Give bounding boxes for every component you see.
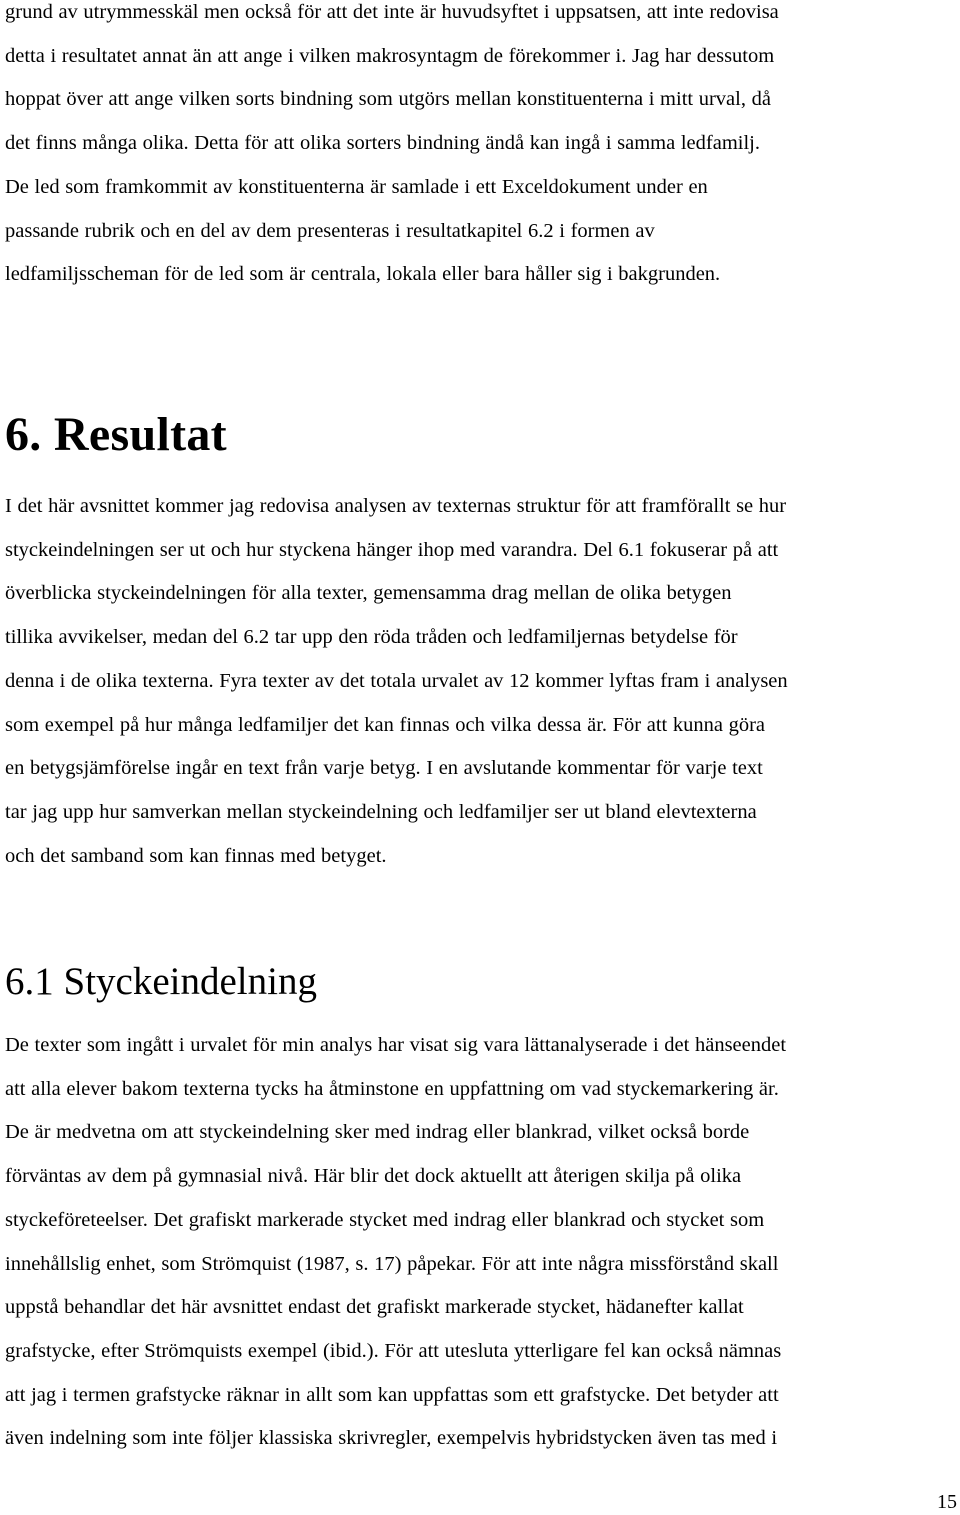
- text-line: uppstå behandlar det här avsnittet endast det grafiskt markerade stycket, hädanefter kallat: [5, 1296, 744, 1319]
- text-line: De led som framkommit av konstituenterna är samlade i ett Exceldokument under en: [5, 175, 708, 198]
- text-line: styckeföreteelser. Det grafiskt markerade stycket med indrag eller blankrad och stycket som: [5, 1208, 765, 1231]
- text-line: även indelning som inte följer klassiska skrivregler, exempelvis hybridstycken även tas med i: [5, 1427, 778, 1450]
- text-line: hoppat över att ange vilken sorts bindning som utgörs mellan konstituenterna i mitt urval, då: [5, 88, 771, 111]
- text-line: styckeindelningen ser ut och hur styckena hänger ihop med varandra. Del 6.1 fokuserar på att: [5, 538, 779, 561]
- text-line: att alla elever bakom texterna tycks ha åtminstone en uppfattning om vad styckemarkering är.: [5, 1077, 779, 1100]
- text-line: och det samband som kan finnas med betyget.: [5, 844, 387, 867]
- heading-resultat: 6. Resultat: [5, 408, 227, 461]
- text-line: förväntas av dem på gymnasial nivå. Här blir det dock aktuellt att återigen skilja på olika: [5, 1165, 742, 1188]
- text-line: som exempel på hur många ledfamiljer det kan finnas och vilka dessa är. För att kunna göra: [5, 713, 766, 736]
- paragraph-styckeindelning: [5, 1024, 786, 1461]
- text-line: grafstycke, efter Strömquists exempel (ibid.). För att utesluta ytterligare fel kan också nämnas: [5, 1339, 782, 1362]
- text-line: grund av utrymmesskäl men också för att det inte är huvudsyftet i uppsatsen, att inte redovisa: [5, 1, 779, 23]
- text-line: ledfamiljsscheman för de led som är centrala, lokala eller bara håller sig i bakgrunden.: [5, 263, 721, 286]
- text-line: tillika avvikelser, medan del 6.2 tar upp den röda tråden och ledfamiljernas betydelse för: [5, 626, 738, 649]
- text-line: en betygsjämförelse ingår en text från varje betyg. I en avslutande kommentar för varje text: [5, 757, 763, 780]
- text-line: De är medvetna om att styckeindelning sker med indrag eller blankrad, vilket också borde: [5, 1121, 750, 1144]
- text-line: passande rubrik och en del av dem presenteras i resultatkapitel 6.2 i formen av: [5, 219, 655, 242]
- text-line: innehållslig enhet, som Strömquist (1987, s. 17) påpekar. För att inte några missförstånd skall: [5, 1252, 779, 1275]
- text-line: överblicka styckeindelningen för alla texter, gemensamma drag mellan de olika betygen: [5, 582, 732, 605]
- text-line: att jag i termen grafstycke räknar in allt som kan uppfattas som ett grafstycke. Det betyder att: [5, 1383, 779, 1406]
- text-line: De texter som ingått i urvalet för min analys har visat sig vara lättanalyserade i det hänseendet: [5, 1034, 787, 1056]
- text-line: det finns många olika. Detta för att olika sorters bindning ändå kan ingå i samma ledfamilj.: [5, 132, 760, 155]
- text-line: tar jag upp hur samverkan mellan styckeindelning och ledfamiljer ser ut bland elevtexterna: [5, 800, 757, 823]
- text-line: denna i de olika texterna. Fyra texter av det totala urvalet av 12 kommer lyftas fram i analysen: [5, 669, 788, 692]
- heading-styckeindelning: 6.1 Styckeindelning: [5, 960, 317, 1003]
- page-number: 15: [937, 1491, 957, 1513]
- paragraph-methods: [5, 0, 779, 297]
- paragraph-resultat-intro: [5, 485, 788, 878]
- text-line: detta i resultatet annat än att ange i vilken makrosyntagm de förekommer i. Jag har dessutom: [5, 44, 775, 67]
- text-line: I det här avsnittet kommer jag redovisa analysen av texternas struktur för att framförallt se hur: [5, 495, 787, 517]
